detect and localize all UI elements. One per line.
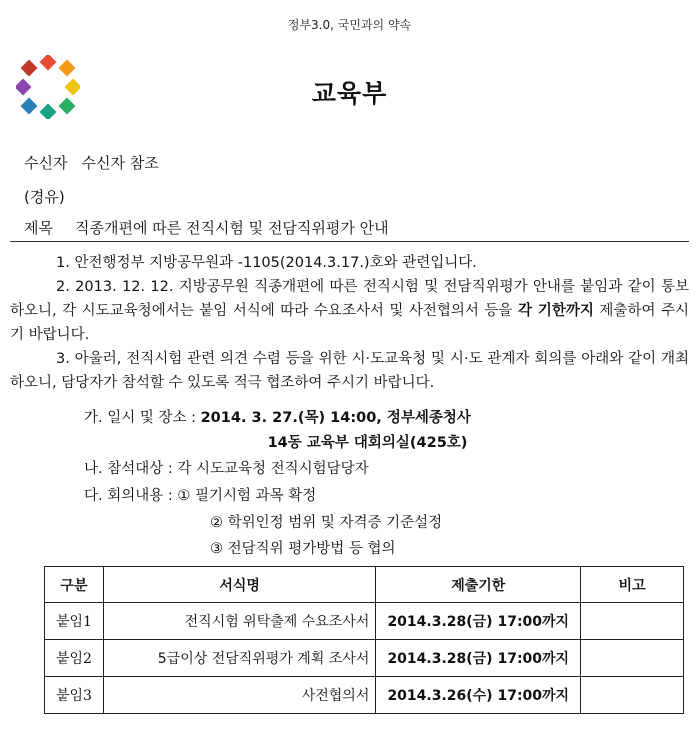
table-cell-name: 사전협의서 bbox=[103, 677, 375, 714]
subject-label: 제목 bbox=[24, 219, 53, 237]
recipient-value: 수신자 참조 bbox=[81, 154, 159, 172]
paragraph-2-emphasis: 각 기한까지 bbox=[517, 303, 594, 319]
recipient-line bbox=[24, 152, 159, 173]
table-row bbox=[45, 677, 684, 714]
paragraph-3: 3. 아울러, 전직시험 관련 의견 수렴 등을 위한 시·도교육청 및 시·도 관계자 회의를 아래와 같이 개최하오니, 담당자가 참석할 수 있도록 적극 협조하여 주시기 바랍니다. bbox=[10, 351, 689, 391]
table-header-row bbox=[45, 567, 684, 603]
paragraph-2 bbox=[10, 275, 689, 347]
item-da-2: ② 학위인정 범위 및 자격증 기준설정 bbox=[210, 515, 443, 531]
table-cell-name: 5급이상 전담직위평가 계획 조사서 bbox=[103, 640, 375, 677]
item-ga bbox=[84, 406, 471, 430]
attachment-table bbox=[44, 566, 684, 714]
table-cell-name: 전직시험 위탁출제 수요조사서 bbox=[103, 603, 375, 640]
table-cell-id: 붙임3 bbox=[45, 677, 104, 714]
table-row bbox=[45, 603, 684, 640]
item-na: 나. 참석대상 : 각 시도교육청 전직시험담당자 bbox=[84, 461, 369, 477]
item-ga-location: 14동 교육부 대회의실(425호) bbox=[267, 435, 468, 451]
table-cell-id: 붙임1 bbox=[45, 603, 104, 640]
table-header: 비고 bbox=[581, 567, 684, 603]
table-cell-id: 붙임2 bbox=[45, 640, 104, 677]
table-cell-deadline: 2014.3.28(금) 17:00까지 bbox=[376, 603, 581, 640]
subject-value: 직종개편에 따른 전직시험 및 전담직위평가 안내 bbox=[74, 219, 389, 237]
table-row bbox=[45, 640, 684, 677]
header-divider bbox=[10, 241, 689, 242]
paragraph-2-text-b: 제출하여 주시기 바랍니다. bbox=[10, 303, 689, 343]
paragraph-2-text-a: 2. 2013. 12. 12. 지방공무원 직종개편에 따른 전직시험 및 전담직위평가 안내를 붙임과 같이 통보하오니, 각 시도교육청에서는 붙임 서식에 따라 수요조사서 및 사전협의서 등을 bbox=[10, 279, 689, 319]
subject-line bbox=[24, 217, 389, 238]
table-header: 구분 bbox=[45, 567, 104, 603]
item-ga-value: 2014. 3. 27.(목) 14:00, 정부세종청사 bbox=[200, 410, 471, 426]
table-cell-note bbox=[581, 603, 684, 640]
table-header: 제출기한 bbox=[376, 567, 581, 603]
slogan: 정부3.0, 국민과의 약속 bbox=[287, 18, 412, 32]
table-header: 서식명 bbox=[103, 567, 375, 603]
paragraph-1: 1. 안전행정부 지방공무원과 -1105(2014.3.17.)호와 관련입니다. bbox=[56, 255, 477, 271]
table-cell-note bbox=[581, 640, 684, 677]
table-cell-deadline: 2014.3.28(금) 17:00까지 bbox=[376, 640, 581, 677]
organization-title: 교육부 bbox=[311, 79, 388, 108]
via-line: (경유) bbox=[24, 188, 65, 206]
recipient-label: 수신자 bbox=[24, 154, 68, 172]
table-cell-note bbox=[581, 677, 684, 714]
table-cell-deadline: 2014.3.26(수) 17:00까지 bbox=[376, 677, 581, 714]
item-ga-label: 가. 일시 및 장소 : bbox=[84, 410, 201, 426]
item-da: 다. 회의내용 : ① 필기시험 과목 확정 bbox=[84, 488, 317, 504]
item-da-3: ③ 전담직위 평가방법 등 협의 bbox=[210, 541, 396, 557]
